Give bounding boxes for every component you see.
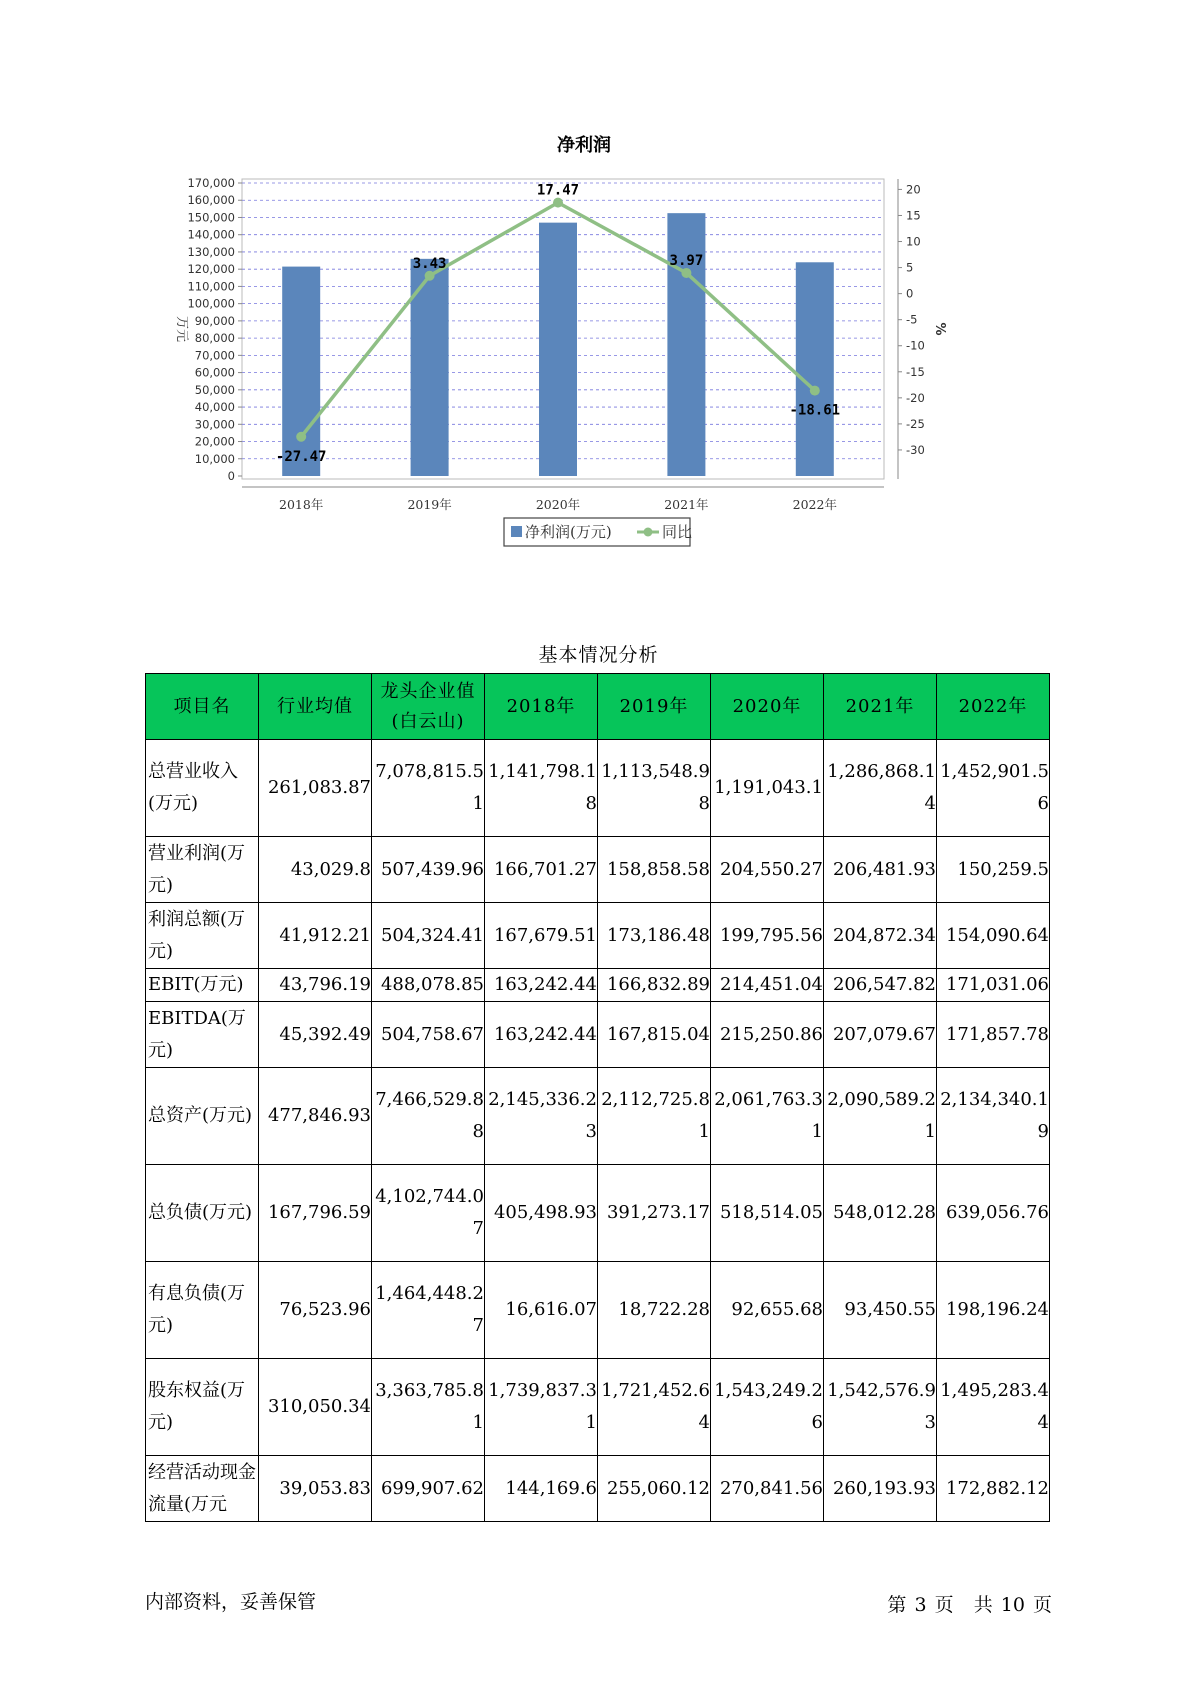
y-tick-label: 60,000 xyxy=(194,365,235,380)
cell-value: 198,196.24 xyxy=(937,1262,1050,1359)
y2-tick-label: -30 xyxy=(906,442,925,457)
y-tick-label: 170,000 xyxy=(187,176,235,190)
y2-tick-label: -15 xyxy=(906,364,925,379)
cell-value: 699,907.62 xyxy=(372,1456,485,1522)
table-row xyxy=(146,903,1050,969)
y-tick-label: 30,000 xyxy=(194,417,235,432)
data-label-yoy: -18.61 xyxy=(789,402,841,419)
page-label: 第 xyxy=(887,1594,907,1616)
row-label: 总负债(万元) xyxy=(146,1165,259,1262)
y-tick-label: 0 xyxy=(227,469,235,483)
x-tick-label: 2020年 xyxy=(535,497,581,512)
data-label-yoy: 3.97 xyxy=(669,252,704,269)
cell-value: 45,392.49 xyxy=(259,1002,372,1068)
cell-value: 255,060.12 xyxy=(598,1456,711,1522)
table-row xyxy=(146,1165,1050,1262)
cell-value: 639,056.76 xyxy=(937,1165,1050,1262)
cell-value: 43,029.8 xyxy=(259,837,372,903)
cell-value: 7,466,529.88 xyxy=(372,1068,485,1165)
footer-confidential-note: 内部资料，妥善保管 xyxy=(145,1591,317,1613)
table-row xyxy=(146,1002,1050,1068)
cell-value: 166,701.27 xyxy=(485,837,598,903)
y2-tick-label: 15 xyxy=(906,208,921,223)
cell-value: 2,090,589.21 xyxy=(824,1068,937,1165)
line-point-yoy xyxy=(425,271,435,281)
legend-label-line: 同比 xyxy=(662,523,693,541)
cell-value: 507,439.96 xyxy=(372,837,485,903)
y2-tick-label: 10 xyxy=(906,234,921,249)
table-header-cell: 2019年 xyxy=(598,674,711,740)
y2-tick-label: 0 xyxy=(906,286,914,301)
cell-value: 2,145,336.23 xyxy=(485,1068,598,1165)
y2-tick-label: -25 xyxy=(906,416,925,431)
row-label: 有息负债(万元) xyxy=(146,1262,259,1359)
cell-value: 214,451.04 xyxy=(711,969,824,1002)
cell-value: 154,090.64 xyxy=(937,903,1050,969)
cell-value: 92,655.68 xyxy=(711,1262,824,1359)
y-tick-label: 40,000 xyxy=(194,400,235,415)
cell-value: 2,112,725.81 xyxy=(598,1068,711,1165)
cell-value: 2,134,340.19 xyxy=(937,1068,1050,1165)
cell-value: 206,547.82 xyxy=(824,969,937,1002)
cell-value: 41,912.21 xyxy=(259,903,372,969)
page-unit: 页 xyxy=(934,1594,954,1616)
cell-value: 477,846.93 xyxy=(259,1068,372,1165)
table-row xyxy=(146,837,1050,903)
table-header-cell: 2020年 xyxy=(711,674,824,740)
cell-value: 166,832.89 xyxy=(598,969,711,1002)
table-row xyxy=(146,740,1050,837)
cell-value: 270,841.56 xyxy=(711,1456,824,1522)
cell-value: 1,286,868.14 xyxy=(824,740,937,837)
y-tick-label: 160,000 xyxy=(187,193,235,208)
page-total: 10 xyxy=(1000,1594,1025,1616)
y-tick-label: 130,000 xyxy=(187,244,235,259)
x-tick-label: 2022年 xyxy=(792,497,837,512)
cell-value: 173,186.48 xyxy=(598,903,711,969)
cell-value: 548,012.28 xyxy=(824,1165,937,1262)
footer-page-number xyxy=(885,1590,1052,1617)
y2-tick-label: -20 xyxy=(906,390,925,405)
cell-value: 3,363,785.81 xyxy=(372,1359,485,1456)
total-label: 共 xyxy=(973,1594,993,1616)
cell-value: 1,464,448.27 xyxy=(372,1262,485,1359)
y-tick-label: 150,000 xyxy=(187,210,235,225)
cell-value: 261,083.87 xyxy=(259,740,372,837)
row-label: EBITDA(万元) xyxy=(146,1002,259,1068)
cell-value: 93,450.55 xyxy=(824,1262,937,1359)
cell-value: 310,050.34 xyxy=(259,1359,372,1456)
line-point-yoy xyxy=(553,198,563,208)
page-current: 3 xyxy=(914,1594,927,1616)
cell-value: 1,543,249.26 xyxy=(711,1359,824,1456)
cell-value: 171,857.78 xyxy=(937,1002,1050,1068)
cell-value: 1,113,548.98 xyxy=(598,740,711,837)
total-unit: 页 xyxy=(1032,1594,1052,1616)
row-label: EBIT(万元) xyxy=(146,969,259,1002)
table-row xyxy=(146,1359,1050,1456)
y-tick-label: 140,000 xyxy=(187,227,235,242)
y-tick-label: 50,000 xyxy=(194,382,235,397)
y-tick-label: 120,000 xyxy=(187,262,235,277)
y-tick-label: 20,000 xyxy=(194,434,235,449)
legend-swatch-point xyxy=(644,528,653,537)
table-header-cell: 2018年 xyxy=(485,674,598,740)
cell-value: 1,452,901.56 xyxy=(937,740,1050,837)
x-tick-label: 2019年 xyxy=(407,497,452,512)
cell-value: 163,242.44 xyxy=(485,969,598,1002)
x-tick-label: 2021年 xyxy=(664,497,709,512)
line-point-yoy xyxy=(681,268,691,278)
cell-value: 76,523.96 xyxy=(259,1262,372,1359)
cell-value: 39,053.83 xyxy=(259,1456,372,1522)
table-header-cell: 项目名 xyxy=(146,674,259,740)
line-point-yoy xyxy=(810,386,820,396)
row-label: 股东权益(万元) xyxy=(146,1359,259,1456)
cell-value: 518,514.05 xyxy=(711,1165,824,1262)
cell-value: 215,250.86 xyxy=(711,1002,824,1068)
cell-value: 1,191,043.1 xyxy=(711,740,824,837)
cell-value: 405,498.93 xyxy=(485,1165,598,1262)
table-header-row xyxy=(146,674,1050,740)
net-profit-chart xyxy=(170,135,1010,595)
cell-value: 150,259.5 xyxy=(937,837,1050,903)
bar-net-profit xyxy=(796,262,834,476)
y2-tick-label: -5 xyxy=(906,312,918,327)
cell-value: 172,882.12 xyxy=(937,1456,1050,1522)
row-label: 营业利润(万元) xyxy=(146,837,259,903)
table-header-cell: 2022年 xyxy=(937,674,1050,740)
line-point-yoy xyxy=(296,432,306,442)
data-label-yoy: 17.47 xyxy=(536,182,580,199)
cell-value: 144,169.6 xyxy=(485,1456,598,1522)
chart-svg xyxy=(170,135,1010,595)
cell-value: 1,739,837.31 xyxy=(485,1359,598,1456)
cell-value: 171,031.06 xyxy=(937,969,1050,1002)
y2-tick-label: 20 xyxy=(906,182,921,197)
y2-axis-label: % xyxy=(932,322,947,336)
y-tick-label: 100,000 xyxy=(187,296,235,311)
cell-value: 43,796.19 xyxy=(259,969,372,1002)
table-row xyxy=(146,1456,1050,1522)
cell-value: 7,078,815.51 xyxy=(372,740,485,837)
y2-tick-label: 5 xyxy=(906,260,914,275)
y2-tick-label: -10 xyxy=(906,338,925,353)
row-label: 利润总额(万元) xyxy=(146,903,259,969)
table-row xyxy=(146,969,1050,1002)
cell-value: 504,324.41 xyxy=(372,903,485,969)
table-row xyxy=(146,1262,1050,1359)
cell-value: 206,481.93 xyxy=(824,837,937,903)
cell-value: 204,550.27 xyxy=(711,837,824,903)
bar-net-profit xyxy=(539,223,577,476)
row-label: 总资产(万元) xyxy=(146,1068,259,1165)
cell-value: 16,616.07 xyxy=(485,1262,598,1359)
legend-label-bar: 净利润(万元) xyxy=(525,523,612,541)
cell-value: 391,273.17 xyxy=(598,1165,711,1262)
y-tick-label: 70,000 xyxy=(194,348,235,363)
cell-value: 199,795.56 xyxy=(711,903,824,969)
y-axis-label: 万元 xyxy=(174,315,189,343)
cell-value: 167,796.59 xyxy=(259,1165,372,1262)
x-tick-label: 2018年 xyxy=(279,497,324,512)
y-tick-label: 10,000 xyxy=(194,451,235,466)
cell-value: 504,758.67 xyxy=(372,1002,485,1068)
cell-value: 207,079.67 xyxy=(824,1002,937,1068)
cell-value: 163,242.44 xyxy=(485,1002,598,1068)
cell-value: 18,722.28 xyxy=(598,1262,711,1359)
legend-swatch-bar xyxy=(511,526,522,537)
bar-net-profit xyxy=(282,267,320,476)
data-label-yoy: 3.43 xyxy=(412,255,447,272)
cell-value: 167,679.51 xyxy=(485,903,598,969)
cell-value: 167,815.04 xyxy=(598,1002,711,1068)
table-body xyxy=(146,740,1050,1522)
cell-value: 158,858.58 xyxy=(598,837,711,903)
row-label: 总营业收入(万元) xyxy=(146,740,259,837)
cell-value: 4,102,744.07 xyxy=(372,1165,485,1262)
table-header-cell: 龙头企业值(白云山) xyxy=(372,674,485,740)
chart-title: 净利润 xyxy=(557,135,611,156)
basic-analysis-table xyxy=(145,673,1050,1522)
cell-value: 488,078.85 xyxy=(372,969,485,1002)
table-header-cell: 2021年 xyxy=(824,674,937,740)
data-label-yoy: -27.47 xyxy=(275,448,327,465)
table-row xyxy=(146,1068,1050,1165)
cell-value: 1,721,452.64 xyxy=(598,1359,711,1456)
cell-value: 204,872.34 xyxy=(824,903,937,969)
cell-value: 1,542,576.93 xyxy=(824,1359,937,1456)
y-tick-label: 80,000 xyxy=(194,331,235,346)
cell-value: 1,495,283.44 xyxy=(937,1359,1050,1456)
cell-value: 1,141,798.18 xyxy=(485,740,598,837)
table-header-cell: 行业均值 xyxy=(259,674,372,740)
cell-value: 2,061,763.31 xyxy=(711,1068,824,1165)
y-tick-label: 90,000 xyxy=(194,313,235,328)
y-tick-label: 110,000 xyxy=(187,279,235,294)
row-label: 经营活动现金流量(万元 xyxy=(146,1456,259,1522)
cell-value: 260,193.93 xyxy=(824,1456,937,1522)
table-caption: 基本情况分析 xyxy=(538,644,659,666)
